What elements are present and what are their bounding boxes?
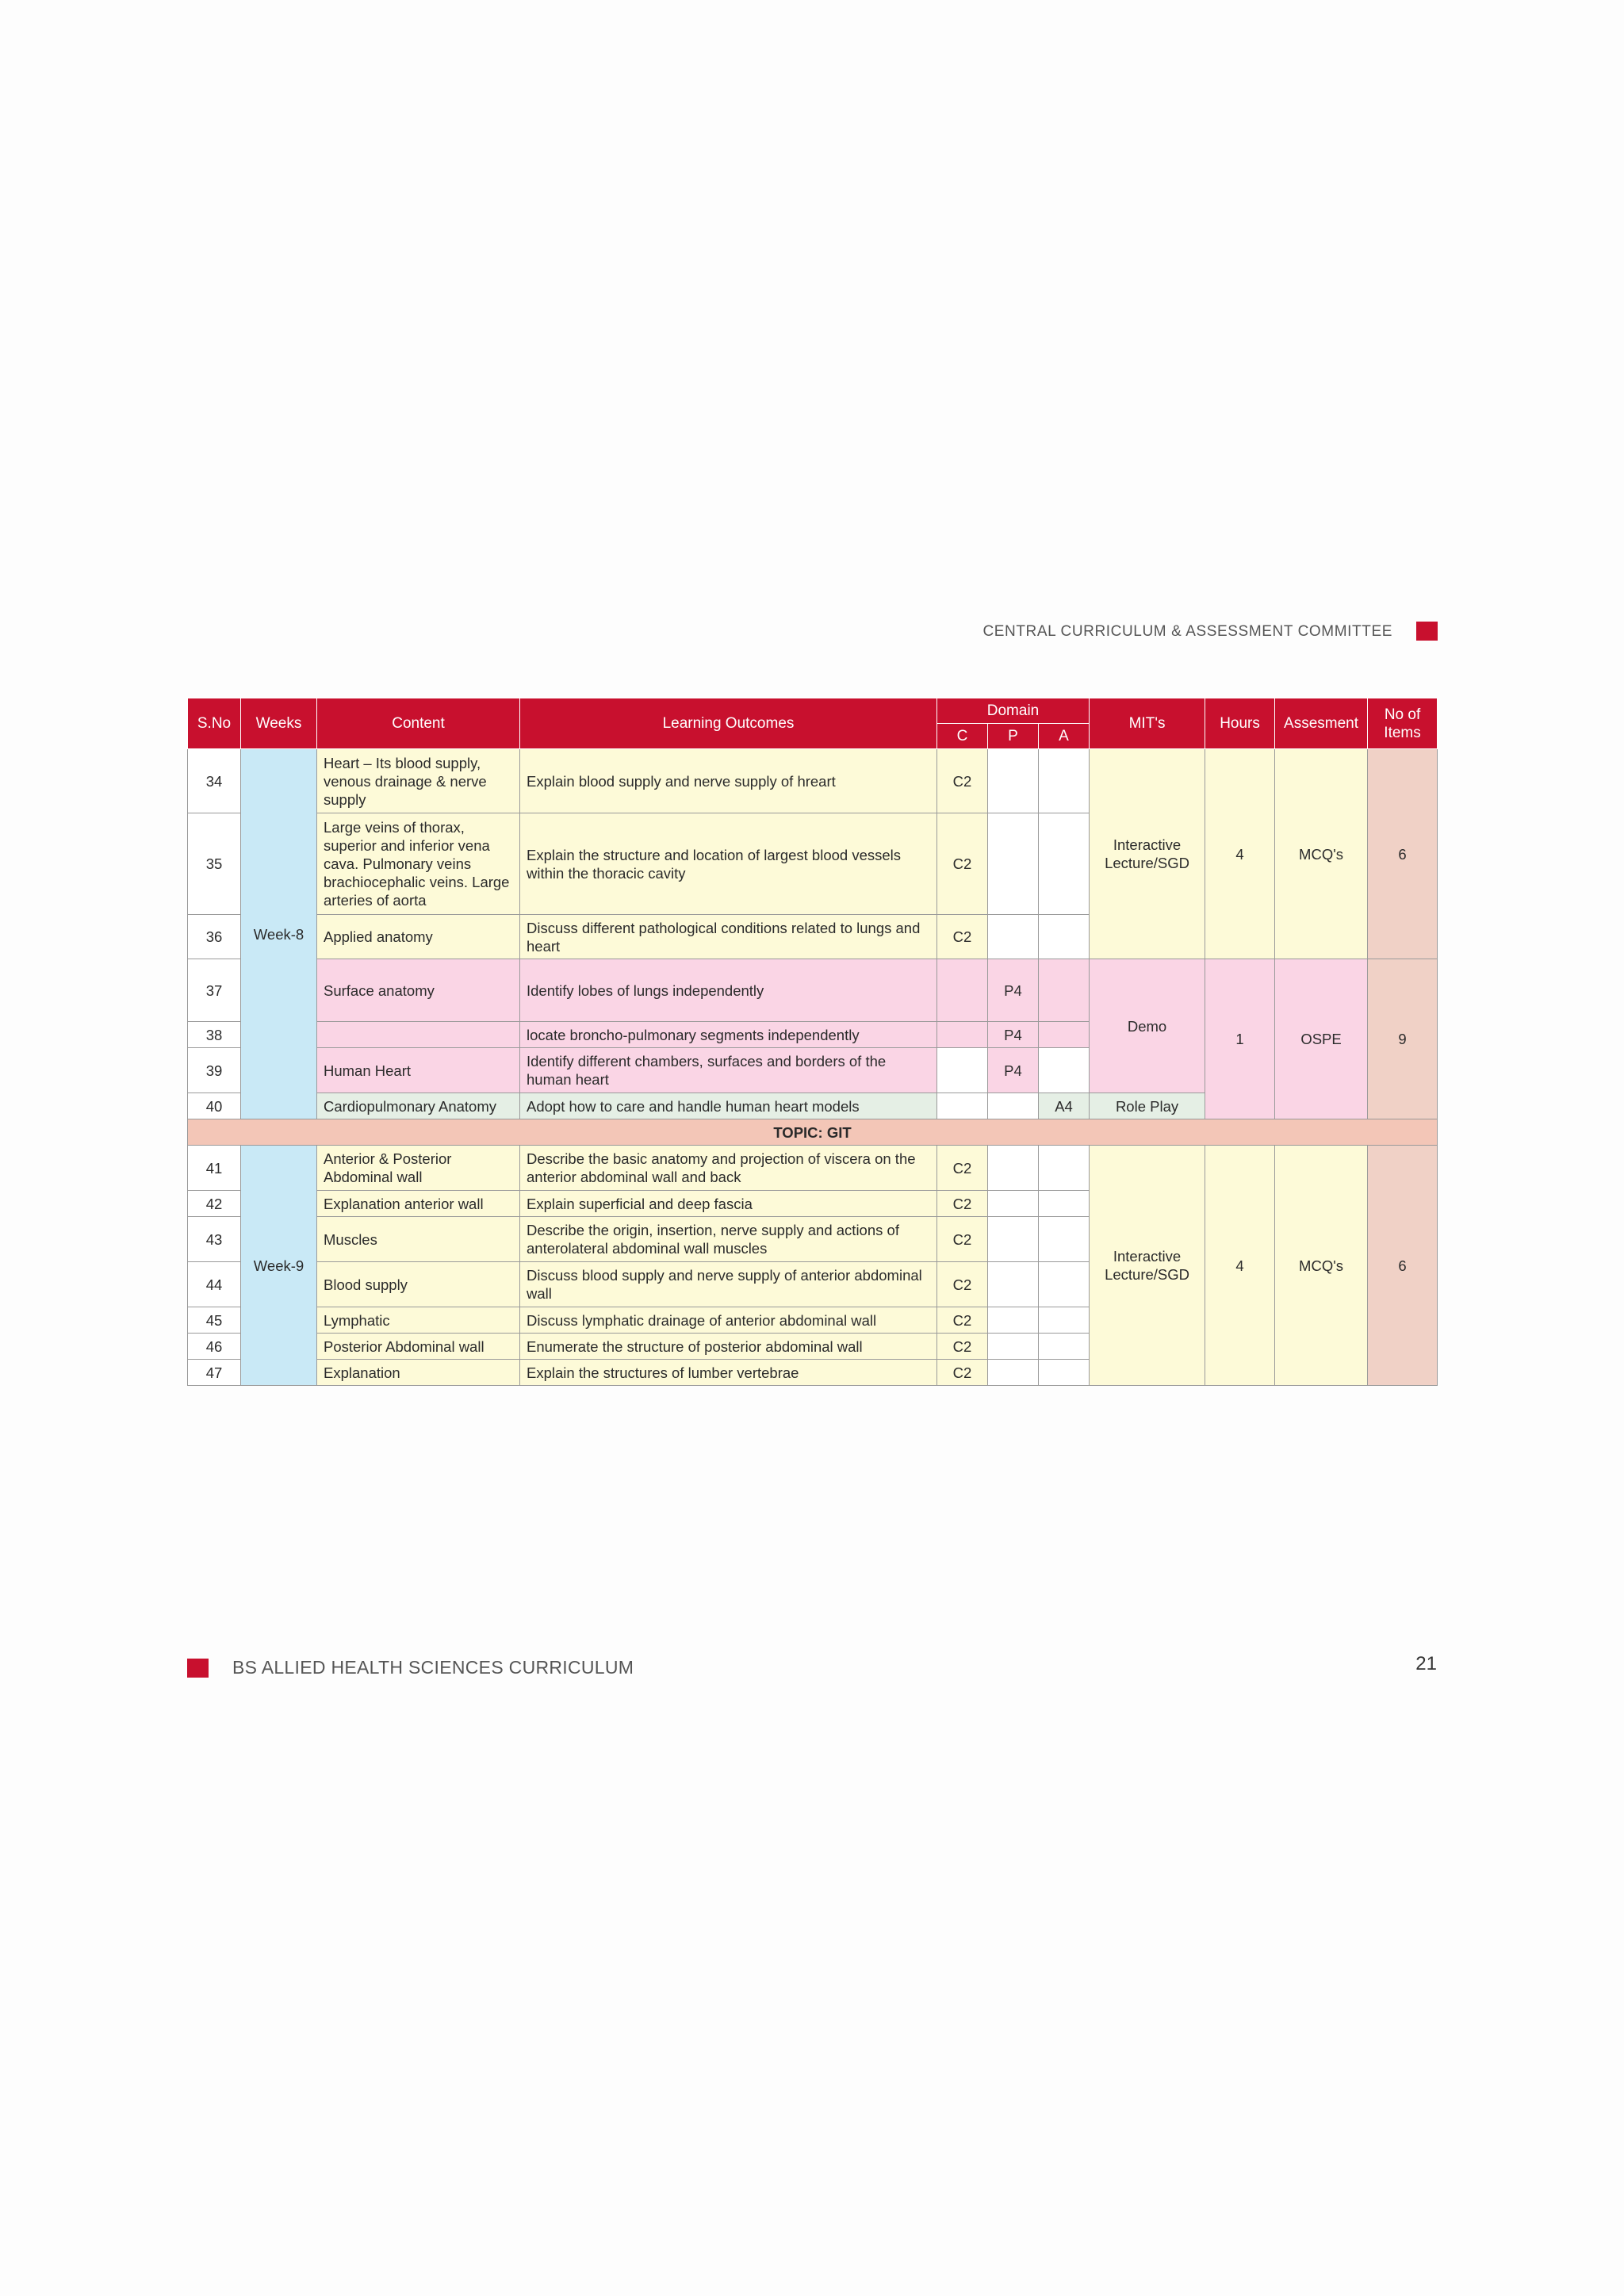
cell-domain-p <box>988 1262 1039 1307</box>
cell-sno: 45 <box>188 1307 241 1334</box>
cell-week: Week-8 <box>241 749 317 1119</box>
cell-assessment: OSPE <box>1275 959 1368 1119</box>
cell-outcome: Explain the structure and location of largest blood vessels within the thoracic cavity <box>520 813 937 915</box>
cell-outcome: Adopt how to care and handle human heart models <box>520 1093 937 1119</box>
cell-content: Explanation <box>317 1360 520 1386</box>
table-row <box>188 1146 1438 1191</box>
header-red-square <box>1416 622 1438 641</box>
cell-domain-a <box>1039 1217 1090 1262</box>
cell-domain-a <box>1039 1262 1090 1307</box>
cell-domain-c: C2 <box>937 1307 988 1334</box>
cell-domain-c: C2 <box>937 1217 988 1262</box>
cell-content: Lymphatic <box>317 1307 520 1334</box>
cell-domain-c: C2 <box>937 1146 988 1191</box>
cell-domain-a <box>1039 1022 1090 1048</box>
cell-mit: Interactive Lecture/SGD <box>1090 749 1205 959</box>
header-domain: Domain <box>937 698 1090 724</box>
cell-domain-a <box>1039 1307 1090 1334</box>
cell-domain-p: P4 <box>988 1048 1039 1093</box>
cell-sno: 38 <box>188 1022 241 1048</box>
cell-domain-a <box>1039 749 1090 813</box>
cell-mit: Interactive Lecture/SGD <box>1090 1146 1205 1386</box>
cell-content <box>317 1022 520 1048</box>
cell-domain-p <box>988 1217 1039 1262</box>
cell-domain-a: A4 <box>1039 1093 1090 1119</box>
cell-content: Explanation anterior wall <box>317 1191 520 1217</box>
cell-outcome: Identify different chambers, surfaces and borders of the human heart <box>520 1048 937 1093</box>
cell-content: Surface anatomy <box>317 959 520 1022</box>
cell-outcome: Discuss lymphatic drainage of anterior abdominal wall <box>520 1307 937 1334</box>
header-assessment: Assesment <box>1275 698 1368 749</box>
cell-sno: 42 <box>188 1191 241 1217</box>
cell-content: Heart – Its blood supply, venous drainage & nerve supply <box>317 749 520 813</box>
cell-assessment: MCQ's <box>1275 749 1368 959</box>
cell-domain-p <box>988 1334 1039 1360</box>
cell-domain-a <box>1039 1048 1090 1093</box>
cell-domain-c <box>937 1022 988 1048</box>
cell-domain-c <box>937 1093 988 1119</box>
table-row <box>188 749 1438 813</box>
cell-outcome: Enumerate the structure of posterior abdominal wall <box>520 1334 937 1360</box>
cell-sno: 46 <box>188 1334 241 1360</box>
cell-domain-a <box>1039 1334 1090 1360</box>
cell-outcome: Explain blood supply and nerve supply of hreart <box>520 749 937 813</box>
cell-content: Cardiopulmonary Anatomy <box>317 1093 520 1119</box>
cell-outcome: Describe the basic anatomy and projection of viscera on the anterior abdominal wall and back <box>520 1146 937 1191</box>
cell-hours: 1 <box>1205 959 1275 1119</box>
cell-domain-c: C2 <box>937 915 988 959</box>
cell-outcome: Discuss blood supply and nerve supply of anterior abdominal wall <box>520 1262 937 1307</box>
cell-content: Posterior Abdominal wall <box>317 1334 520 1360</box>
footer-curriculum-title: BS ALLIED HEALTH SCIENCES CURRICULUM <box>232 1657 634 1678</box>
header-no-of-items: No of Items <box>1368 698 1438 749</box>
cell-domain-p <box>988 1307 1039 1334</box>
cell-domain-c <box>937 959 988 1022</box>
cell-sno: 36 <box>188 915 241 959</box>
header-committee-text: CENTRAL CURRICULUM & ASSESSMENT COMMITTEE <box>982 623 1392 640</box>
curriculum-table <box>187 698 1438 1386</box>
cell-domain-p <box>988 749 1039 813</box>
header-weeks: Weeks <box>241 698 317 749</box>
cell-items: 6 <box>1368 749 1438 959</box>
cell-domain-c: C2 <box>937 1360 988 1386</box>
table-row <box>188 959 1438 1022</box>
cell-sno: 44 <box>188 1262 241 1307</box>
cell-domain-a <box>1039 1146 1090 1191</box>
cell-sno: 34 <box>188 749 241 813</box>
header-hours: Hours <box>1205 698 1275 749</box>
header-domain-c: C <box>937 724 988 749</box>
header-learning-outcomes: Learning Outcomes <box>520 698 937 749</box>
cell-content: Large veins of thorax, superior and inferior vena cava. Pulmonary veins brachiocephalic veins. Large arteries of aorta <box>317 813 520 915</box>
cell-mit: Demo <box>1090 959 1205 1093</box>
cell-content: Blood supply <box>317 1262 520 1307</box>
topic-row <box>188 1119 1438 1146</box>
header-mits: MIT's <box>1090 698 1205 749</box>
cell-domain-p <box>988 915 1039 959</box>
cell-domain-a <box>1039 813 1090 915</box>
header-domain-a: A <box>1039 724 1090 749</box>
cell-week: Week-9 <box>241 1146 317 1386</box>
header-sno: S.No <box>188 698 241 749</box>
cell-outcome: Explain the structures of lumber vertebrae <box>520 1360 937 1386</box>
cell-domain-c: C2 <box>937 1334 988 1360</box>
cell-content: Muscles <box>317 1217 520 1262</box>
header-row <box>188 698 1438 724</box>
cell-domain-a <box>1039 1191 1090 1217</box>
footer-red-square <box>187 1659 209 1678</box>
cell-items: 6 <box>1368 1146 1438 1386</box>
cell-sno: 43 <box>188 1217 241 1262</box>
cell-outcome: locate broncho-pulmonary segments independently <box>520 1022 937 1048</box>
cell-outcome: Describe the origin, insertion, nerve supply and actions of anterolateral abdominal wall muscles <box>520 1217 937 1262</box>
page-number: 21 <box>1415 1653 1437 1674</box>
header-domain-p: P <box>988 724 1039 749</box>
cell-domain-p: P4 <box>988 959 1039 1022</box>
cell-content: Human Heart <box>317 1048 520 1093</box>
cell-domain-p <box>988 1360 1039 1386</box>
cell-outcome: Discuss different pathological conditions related to lungs and heart <box>520 915 937 959</box>
cell-domain-c: C2 <box>937 813 988 915</box>
cell-domain-a <box>1039 915 1090 959</box>
cell-hours: 4 <box>1205 1146 1275 1386</box>
cell-domain-c: C2 <box>937 749 988 813</box>
cell-domain-p <box>988 1191 1039 1217</box>
cell-items: 9 <box>1368 959 1438 1119</box>
topic-git-label: TOPIC: GIT <box>188 1119 1438 1146</box>
cell-assessment: MCQ's <box>1275 1146 1368 1386</box>
cell-sno: 35 <box>188 813 241 915</box>
cell-domain-c: C2 <box>937 1262 988 1307</box>
cell-hours: 4 <box>1205 749 1275 959</box>
cell-domain-a <box>1039 1360 1090 1386</box>
cell-sno: 39 <box>188 1048 241 1093</box>
cell-outcome: Identify lobes of lungs independently <box>520 959 937 1022</box>
cell-domain-p <box>988 1146 1039 1191</box>
cell-outcome: Explain superficial and deep fascia <box>520 1191 937 1217</box>
cell-mit-roleplay: Role Play <box>1090 1093 1205 1119</box>
cell-domain-c <box>937 1048 988 1093</box>
cell-domain-p <box>988 1093 1039 1119</box>
cell-domain-a <box>1039 959 1090 1022</box>
cell-content: Applied anatomy <box>317 915 520 959</box>
cell-sno: 37 <box>188 959 241 1022</box>
cell-sno: 41 <box>188 1146 241 1191</box>
cell-sno: 40 <box>188 1093 241 1119</box>
cell-domain-p <box>988 813 1039 915</box>
header-content: Content <box>317 698 520 749</box>
cell-sno: 47 <box>188 1360 241 1386</box>
cell-domain-c: C2 <box>937 1191 988 1217</box>
cell-content: Anterior & Posterior Abdominal wall <box>317 1146 520 1191</box>
cell-domain-p: P4 <box>988 1022 1039 1048</box>
